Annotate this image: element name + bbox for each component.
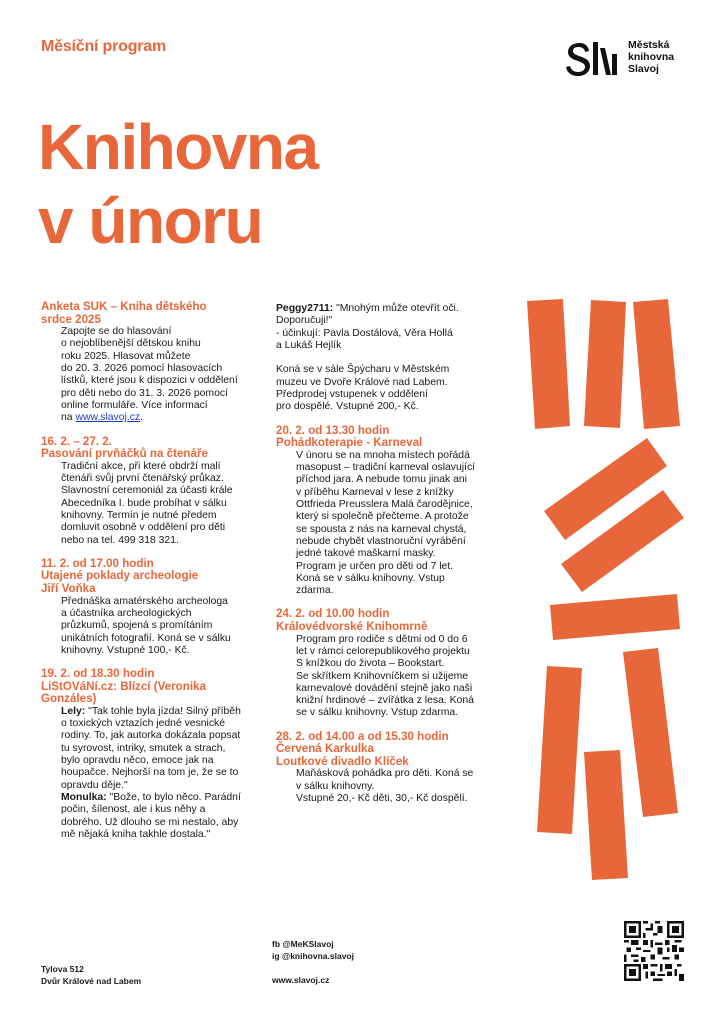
website-link[interactable]: www.slavoj.cz xyxy=(75,412,141,424)
event-text-line: příchod jara. A nebude tomu jinak ani xyxy=(296,474,467,486)
footer-address xyxy=(41,963,141,987)
event-title-line: Pohádkoterapie - Karneval xyxy=(276,436,423,450)
event-description xyxy=(41,461,271,547)
event-text-line: jedné takové maškarní masky. xyxy=(296,548,436,560)
event-date: 16. 2. – 27. 2. xyxy=(41,434,112,448)
review-text: mě nějaká kniha takhle dostala." xyxy=(61,828,211,840)
event-title-line: Utajené poklady archeologie xyxy=(41,569,199,583)
event-date: 20. 2. od 13.30 hodin xyxy=(276,423,390,437)
decor-bar xyxy=(550,594,680,640)
event-title xyxy=(41,668,271,706)
review-text: tu syrovost, intriky, smutek a strach, xyxy=(61,742,226,754)
decor-bar xyxy=(633,299,680,429)
event-text-line: Abecedníka I. bude probíhat v sálku xyxy=(61,497,227,509)
event-text-line: průzkumů, spojená s promítáním xyxy=(61,620,213,632)
venue-line: Koná se v sále Špýcharu v Městském xyxy=(276,364,450,376)
event-text-line: Přednáška amatérského archeologa xyxy=(61,595,228,607)
event-text-line: v sálku knihovny. xyxy=(296,780,375,792)
event-title-line: Gonzáles) xyxy=(41,692,97,706)
event-title-line: LiStOVáNí.cz: Blízcí (Veronika xyxy=(41,679,206,693)
review-text: bylo opravdu něco, emoce jak na xyxy=(61,755,214,767)
page-title-line2: v únoru xyxy=(38,185,263,257)
review-text: počin, šílenost, ale i kus něhy a xyxy=(61,804,206,816)
event-text-line: o nejoblíbenější dětskou knihu xyxy=(61,338,201,350)
decor-bar xyxy=(527,299,570,429)
event-title-line: Červená Karkulka xyxy=(276,742,374,756)
instagram-link[interactable]: ig @knihovna.slavoj xyxy=(272,951,354,961)
cast-line: - účinkují: Pavla Dostálová, Věra Hollá xyxy=(276,327,453,339)
review-author: Peggy2711: xyxy=(276,303,334,314)
event-text-line: karnevalové dovádění stejně jako naši xyxy=(296,682,473,694)
page-title-line1: Knihovna xyxy=(38,111,318,183)
events-column-left xyxy=(41,301,271,852)
event-text-line: zdarma. xyxy=(296,585,334,597)
review-text: o toxických vztazích jedné vesnické xyxy=(61,718,226,730)
link-suffix: . xyxy=(140,412,144,424)
event-text-line: let v rámci celorepublikového projektu xyxy=(296,645,470,657)
event-title-line: Jiří Voňka xyxy=(41,582,96,596)
review-line xyxy=(276,303,506,315)
library-name-line3: Slavoj xyxy=(628,63,659,75)
event-text-line: nebo na tel. 499 318 321. xyxy=(61,534,179,546)
review-text: "Tak tohle byla jízda! Silný příběh xyxy=(88,705,241,717)
event-text-line: masopust – tradiční karneval oslavující xyxy=(296,462,476,474)
event-description xyxy=(41,326,271,424)
event-text-line: Zapojte se do hlasování xyxy=(61,326,172,338)
decor-bar xyxy=(623,648,678,817)
review-text: houpačce. Nejhorší na tom je, že se to xyxy=(61,767,239,779)
library-logo-icon xyxy=(566,40,618,76)
event-title-line: srdce 2025 xyxy=(41,312,101,326)
event-title xyxy=(276,608,506,633)
event-anketa-suk xyxy=(41,301,271,425)
event-pasovani-prvnacku xyxy=(41,436,271,547)
review-text: "Bože, to bylo něco. Parádní xyxy=(109,791,241,803)
orange-bars-decoration xyxy=(510,280,724,890)
venue-line: pro dospělé. Vstupné 200,- Kč. xyxy=(276,401,419,413)
event-text-line: V únoru se na mnoha místech pořádá xyxy=(296,449,470,461)
website-footer-link[interactable]: www.slavoj.cz xyxy=(272,975,330,985)
event-text-line: nebude chybět vlastnoruční vyrábění xyxy=(296,535,466,547)
event-text-line: který si společně přečteme. A protože xyxy=(296,511,469,523)
event-title-line: Pasování prvňáčků na čtenáře xyxy=(41,447,208,461)
qr-code-icon[interactable] xyxy=(624,921,684,981)
event-text-line: Koná se v sálku knihovny. Vstup xyxy=(296,572,445,584)
event-description xyxy=(276,634,506,720)
event-utajene-poklady xyxy=(41,558,271,657)
event-text-line: Ottfrieda Preusslera Malá čarodějnice, xyxy=(296,499,473,511)
facebook-link[interactable]: fb @MeKSlavoj xyxy=(272,939,334,949)
event-text-line: se v sálku knihovny. Vstup zdarma. xyxy=(296,707,459,719)
link-prefix: na xyxy=(61,412,76,424)
event-description xyxy=(276,450,506,598)
event-text-line: online formuláře. Více informací xyxy=(61,399,208,411)
venue-line: Předprodej vstupenek v oddělení xyxy=(276,389,428,401)
event-text-line: a účastníka archeologických xyxy=(61,607,192,619)
event-cervena-karkulka xyxy=(276,731,506,806)
review-author: Lely: xyxy=(61,705,86,717)
event-text-line: Program je určen pro děti od 7 let. xyxy=(296,560,454,572)
event-text-line xyxy=(61,412,271,424)
event-text-line: knihovny. Vstupné 100,- Kč. xyxy=(61,644,190,656)
event-listovani xyxy=(41,668,271,841)
event-knihomrne xyxy=(276,608,506,719)
address-street: Tylova 512 xyxy=(41,964,84,974)
event-title xyxy=(41,436,271,461)
event-text-line: se spousta z nás na karneval chystá, xyxy=(296,523,467,535)
event-title xyxy=(276,425,506,450)
library-logo[interactable] xyxy=(566,38,706,78)
events-column-right xyxy=(276,303,506,816)
event-description xyxy=(276,768,506,805)
review-text: "Mnohým může otevřít oči. xyxy=(336,303,459,314)
event-date: 28. 2. od 14.00 a od 15.30 hodin xyxy=(276,729,449,743)
event-text-line: Maňásková pohádka pro děti. Koná se xyxy=(296,768,474,780)
event-description xyxy=(41,596,271,657)
event-text-line: knižní hrdinové – zvířátka z lesa. Koná xyxy=(296,695,474,707)
event-text-line: unikátních fotografií. Koná se v sálku xyxy=(61,632,231,644)
event-text-line: knihovny. Termín je nutné předem xyxy=(61,509,217,521)
footer-contacts xyxy=(272,938,354,986)
event-listovani-continued xyxy=(276,303,506,414)
event-date: 11. 2. od 17.00 hodin xyxy=(41,556,154,570)
review-text: rodiny. To, jak autorka dokázala popsat xyxy=(61,730,241,742)
event-text-line: v příběhu Karneval v lese z knížky xyxy=(296,486,454,498)
event-title xyxy=(41,558,271,596)
library-name-line2: knihovna xyxy=(628,51,675,63)
event-date: 19. 2. od 18.30 hodin xyxy=(41,667,155,681)
event-text-line: Slavnostní ceremoniál za účasti krále xyxy=(61,485,233,497)
library-name-line1: Městská xyxy=(628,39,670,51)
event-text-line: lístků, které jsou k dispozici v oddělení xyxy=(61,375,238,387)
review-line xyxy=(61,792,271,804)
decor-bar xyxy=(584,750,628,880)
decor-bar xyxy=(584,300,626,428)
event-text-line: Tradiční akce, při které obdrží malí xyxy=(61,460,221,472)
review-line xyxy=(61,706,271,718)
event-text-line: Vstupné 20,- Kč děti, 30,- Kč dospělí. xyxy=(296,793,468,805)
event-text-line: roku 2025. Hlasovat můžete xyxy=(61,350,191,362)
review-author: Monulka: xyxy=(61,791,107,803)
library-name xyxy=(628,39,674,75)
event-title xyxy=(276,731,506,769)
event-title-line: Královédvorské Knihomrně xyxy=(276,620,428,634)
event-text-line: čtenáři svůj první čtenářský průkaz. xyxy=(61,473,224,485)
event-text-line: pro děti nebo do 31. 3. 2026 pomocí xyxy=(61,387,228,399)
event-text-line: Program pro rodiče s dětmi od 0 do 6 xyxy=(296,633,468,645)
event-text-line: domluvit osobně v oddělení pro děti xyxy=(61,522,226,534)
review-text: dobrého. Už dlouho se mi nestalo, aby xyxy=(61,816,239,828)
cast-line: a Lukáš Hejlík xyxy=(276,339,342,351)
review-text: Doporučuji!" xyxy=(276,315,333,327)
address-city: Dvůr Králové nad Labem xyxy=(41,976,142,986)
decor-bar xyxy=(537,666,582,834)
event-title xyxy=(41,301,271,326)
page-title xyxy=(38,110,318,258)
event-text-line: Se skřítkem Knihovníčkem si užijeme xyxy=(296,670,469,682)
venue-line: muzeu ve Dvoře Králové nad Labem. xyxy=(276,376,448,388)
event-text-line: S knížkou do života – Bookstart. xyxy=(296,658,445,670)
event-title-line: Loutkové divadlo Klíček xyxy=(276,754,409,768)
event-text-line: do 20. 3. 2026 pomocí hlasovacích xyxy=(61,363,223,375)
event-title-line: Anketa SUK – Kniha dětského xyxy=(41,300,207,313)
review-text: opravdu děje." xyxy=(61,779,128,791)
event-pohadkoterapie xyxy=(276,425,506,598)
event-date: 24. 2. od 10.00 hodin xyxy=(276,607,390,621)
page-kicker: Měsíční program xyxy=(41,38,167,55)
event-reviews xyxy=(41,706,271,841)
